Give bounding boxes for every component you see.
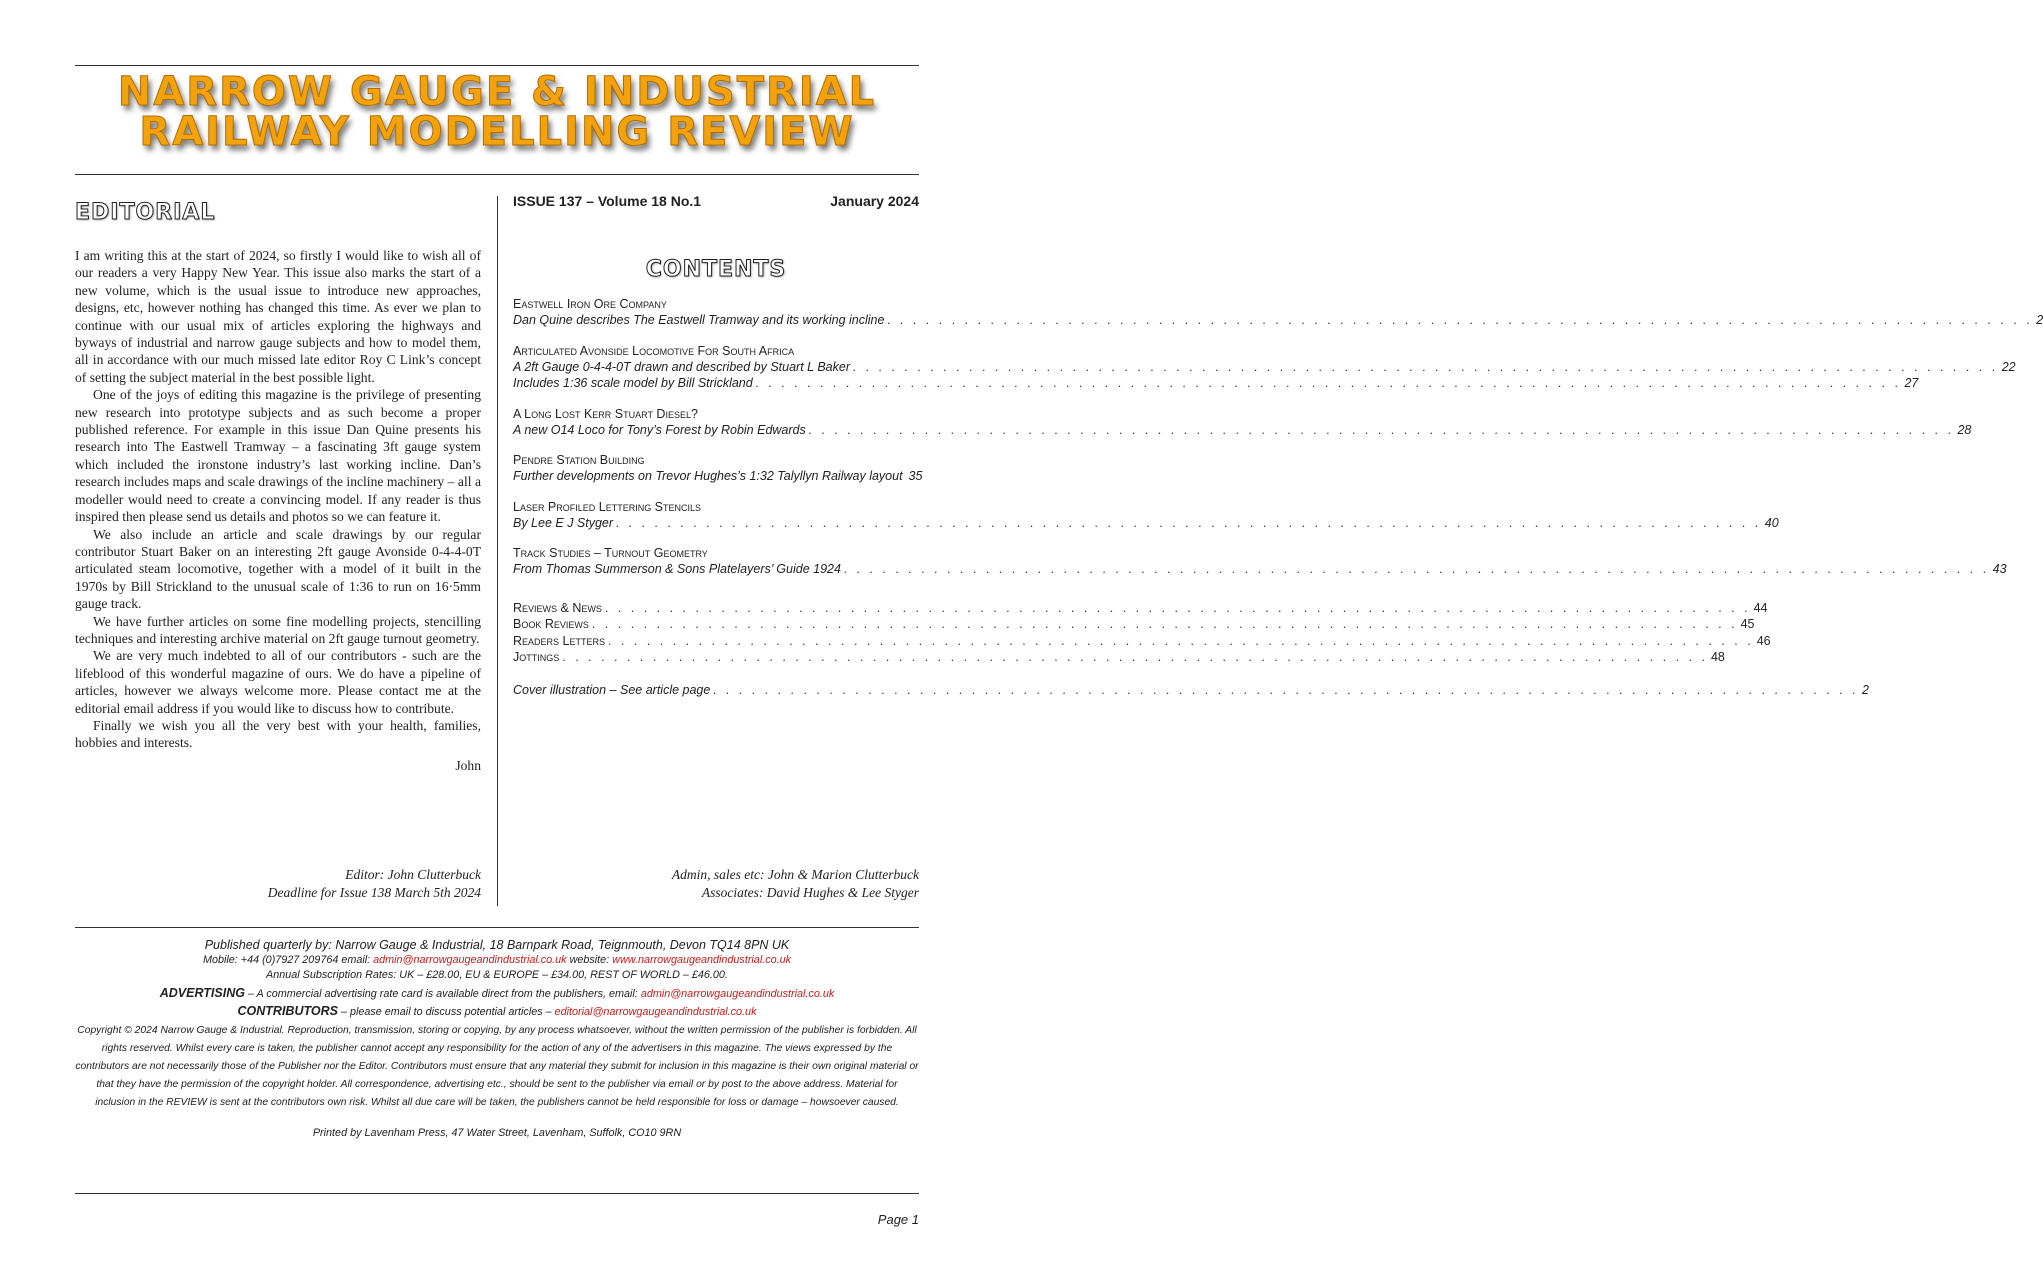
- article-desc: Includes 1:36 scale model by Bill Strickland: [513, 376, 753, 390]
- publisher-block: [75, 937, 919, 1139]
- review-item[interactable]: [513, 600, 1768, 617]
- masthead-rule: [75, 174, 919, 175]
- contents-article[interactable]: [513, 499, 1779, 532]
- page-number: 45: [1740, 617, 1755, 631]
- footer-rule: [75, 1193, 919, 1194]
- review-label: Jottings: [513, 650, 560, 664]
- contents-title: CONTENTS: [645, 257, 787, 282]
- article-line: [513, 515, 1779, 532]
- editor-name: Editor: John Clutterbuck: [345, 867, 481, 882]
- publisher-rule: [75, 927, 919, 928]
- page-number: 2: [2036, 313, 2043, 327]
- review-label: Readers Letters: [513, 633, 605, 648]
- article-line: [513, 375, 1919, 392]
- cover-text: Cover illustration – See article page: [513, 682, 711, 697]
- leader-dots: [713, 682, 1859, 699]
- article-title: Eastwell Iron Ore Company: [513, 297, 667, 311]
- contents-article[interactable]: [513, 545, 2007, 578]
- column-divider: [497, 196, 498, 906]
- editorial-paragraph: I am writing this at the start of 2024, so firstly I would like to wish all of our readers a very Happy New Year. This issue also marks the start of a new volume, which is the usual issue to introduce new approaches, designs, etc, however nothing has changed this time. As ever we plan to continue with our usual mix of articles exploring the highways and byways of industrial and narrow gauge subjects and how to model them, all in accordance with our much missed late editor Roy C Link’s concept of setting the subject material in the best possible light.: [75, 248, 481, 385]
- deadline: Deadline for Issue 138 March 5th 2024: [267, 885, 481, 900]
- article-title: Pendre Station Building: [513, 453, 645, 467]
- review-item[interactable]: [513, 649, 1725, 666]
- cover-illustration-line[interactable]: [513, 682, 1869, 699]
- page-number-footer: Page 1: [877, 1212, 919, 1227]
- leader-dots: [887, 312, 2033, 329]
- article-title: Laser Profiled Lettering Stencils: [513, 499, 702, 514]
- review-label: Book Reviews: [513, 617, 589, 631]
- article-line: [513, 422, 1972, 439]
- admin-sales: Admin, sales etc: John & Marion Clutterbuck: [671, 867, 919, 882]
- issue-date: January 2024: [830, 193, 919, 209]
- page-number: 28: [1957, 422, 1972, 437]
- leader-dots: [844, 561, 1990, 578]
- leader-dots: [592, 616, 1738, 633]
- page-number: 48: [1710, 650, 1725, 664]
- leader-dots: [616, 515, 1762, 532]
- review-item[interactable]: [513, 633, 1771, 650]
- editorial-paragraph: Finally we wish you all the very best with your health, families, hobbies and interests.: [75, 717, 481, 751]
- article-line: [513, 359, 2016, 376]
- leader-dots: [605, 600, 1751, 617]
- page-number: 46: [1756, 633, 1771, 648]
- contributors-text: – please email to discuss potential articles –: [340, 1006, 552, 1018]
- website-text: website:: [569, 954, 610, 966]
- article-desc: From Thomas Summerson & Sons Platelayers’ Guide 1924: [513, 562, 841, 576]
- contents-article[interactable]: [513, 343, 2016, 392]
- editorial-paragraph: We also include an article and scale drawings by our regular contributor Stuart Baker on an interesting 2ft gauge Avonside 0-4-4-0T articulated steam locomotive, together with a model of it built in the 1970s by Bill Strickland to the unusual scale of 1:36 to run on 16·5mm gauge track.: [75, 526, 481, 612]
- leader-dots: [756, 375, 1902, 392]
- published-by: Published quarterly by: Narrow Gauge & Industrial, 18 Barnpark Road, Teignmouth, Devon TQ14 8PN UK: [204, 938, 790, 952]
- review-label: Reviews & News: [513, 600, 602, 615]
- issue-number: ISSUE 137 – Volume 18 No.1: [513, 193, 702, 209]
- leader-dots: [562, 649, 1708, 666]
- contents-column: [513, 190, 2043, 698]
- editorial-body: [75, 247, 481, 752]
- page-number: 22: [2001, 359, 2016, 374]
- page-number: 27: [1904, 376, 1919, 390]
- leader-dots: [809, 422, 1955, 439]
- page-number: 2: [1862, 682, 1869, 697]
- reviews-list: [513, 600, 1771, 666]
- advertising-email-link[interactable]: admin@narrowgaugeandindustrial.co.uk: [640, 987, 835, 1000]
- contributors-label: CONTRIBUTORS: [237, 1004, 338, 1018]
- article-line: [513, 468, 923, 485]
- contents-article[interactable]: [513, 406, 1972, 439]
- contributors-line: [75, 1003, 919, 1022]
- article-title: A Long Lost Kerr Stuart Diesel?: [513, 406, 698, 421]
- article-desc: Further developments on Trevor Hughes’s 1:32 Talyllyn Railway layout: [513, 469, 903, 483]
- masthead: [75, 69, 919, 155]
- advertising-line: [75, 985, 919, 1004]
- subscription-rates: Annual Subscription Rates: UK – £28.00, EU & EUROPE – £34.00, REST OF WORLD – £46.00.: [266, 969, 728, 981]
- article-desc: Dan Quine describes The Eastwell Tramway and its working incline: [513, 313, 885, 327]
- page-number: 35: [908, 469, 923, 483]
- editor-credit: [75, 866, 481, 902]
- top-rule: [75, 65, 919, 66]
- article-title: Articulated Avonside Locomotive For South Africa: [513, 343, 795, 358]
- review-item[interactable]: [513, 616, 1755, 633]
- editorial-title: EDITORIAL: [75, 200, 216, 225]
- advertising-text: – A commercial advertising rate card is available direct from the publishers, email:: [247, 987, 638, 1000]
- article-desc: A 2ft Gauge 0-4-4-0T drawn and described by Stuart L Baker: [513, 359, 850, 374]
- mobile-text: Mobile: +44 (0)7927 209764 email:: [202, 954, 371, 966]
- leader-dots: [608, 633, 1754, 650]
- admin-credit: [513, 866, 919, 902]
- page-number: 43: [1992, 562, 2007, 576]
- masthead-line-1: NARROW GAUGE & INDUSTRIAL: [117, 69, 877, 115]
- associates: Associates: David Hughes & Lee Styger: [701, 885, 919, 900]
- masthead-line-2: RAILWAY MODELLING REVIEW: [139, 109, 855, 155]
- editorial-email-link[interactable]: editorial@narrowgaugeandindustrial.co.uk: [554, 1006, 757, 1018]
- editorial-paragraph: We are very much indebted to all of our contributors - such are the lifeblood of this wonderful magazine of ours. We do have a pipeline of articles, however we always welcome more. Please contact me at the editorial email address if you would like to discuss how to contribute.: [75, 648, 481, 716]
- page-number: 40: [1764, 515, 1779, 530]
- admin-email-link[interactable]: admin@narrowgaugeandindustrial.co.uk: [373, 954, 567, 966]
- issue-line: [513, 193, 919, 209]
- copyright-notice: Copyright © 2024 Narrow Gauge & Industrial. Reproduction, transmission, storing or copying, by any process whatsoever, without the written permission of the publisher is forbidden. All rights reserved. Whilst every care is taken, the publisher cannot accept any responsibility for the action of any of the advertisers in this magazine. The views expressed by the contributors are not necessarily those of the Publisher nor the Editor. Contributors must ensure that any material they submit for inclusion in this magazine is their own original material or that they have the permission of the copyright holder. All correspondence, advertising etc., should be sent to the publisher via email or by post to the above address. Material for inclusion in the REVIEW is sent at the contributors own risk. Whilst all due care will be taken, the publishers cannot be held responsible for loss or damage – howsoever caused.: [75, 1024, 919, 1109]
- article-line: [513, 561, 2007, 578]
- contents-article[interactable]: [513, 296, 2043, 329]
- editorial-signature: John: [455, 757, 481, 773]
- leader-dots: [853, 359, 1999, 376]
- contact-line: [75, 953, 919, 967]
- editorial-paragraph: One of the joys of editing this magazine is the privilege of presenting new research into prototype subjects and as such become a proper published reference. For example in this issue Dan Quine presents his research into The Eastwell Tramway – a fascinating 3ft gauge system which included the ironstone industry’s last working incline. Dan’s research includes maps and scale drawings of the incline machinery – all a modeller would need to create a convincing model. If any reader is thus inspired then please send us details and photos so we can feature it.: [75, 387, 481, 525]
- website-link[interactable]: www.narrowgaugeandindustrial.co.uk: [612, 954, 792, 966]
- editorial-paragraph: We have further articles on some fine modelling projects, stencilling techniques and interesting archive material on 2ft gauge turnout geometry.: [75, 613, 481, 646]
- article-title: Track Studies – Turnout Geometry: [513, 546, 708, 560]
- page-number: 44: [1753, 600, 1768, 615]
- magazine-page: [75, 0, 2043, 1280]
- advertising-label: ADVERTISING: [159, 985, 245, 1000]
- contents-article[interactable]: [513, 452, 923, 485]
- editorial-column: [75, 190, 481, 774]
- article-desc: By Lee E J Styger: [513, 515, 614, 530]
- printer-line: Printed by Lavenham Press, 47 Water Street, Lavenham, Suffolk, CO10 9RN: [312, 1126, 682, 1139]
- article-desc: A new O14 Loco for Tony’s Forest by Robin Edwards: [513, 422, 806, 437]
- article-line: [513, 312, 2043, 329]
